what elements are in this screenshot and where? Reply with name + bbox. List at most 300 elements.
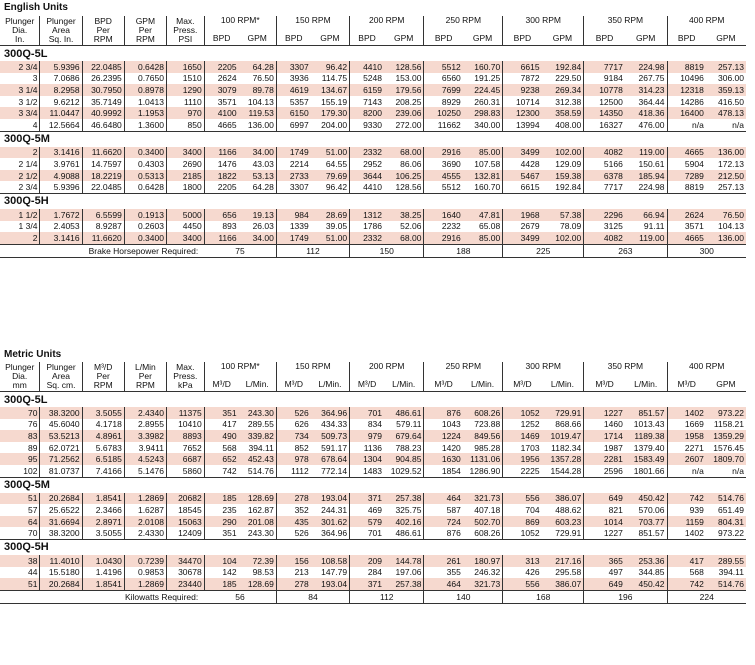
column-header-line: Plunger (46, 362, 76, 372)
table-cell: 5000 (166, 209, 204, 221)
footer-value: 75 (204, 244, 276, 257)
table-cell: 2281 (584, 453, 625, 465)
table-row (0, 527, 746, 539)
table-cell: 106.25 (384, 170, 424, 182)
table-cell: 298.83 (463, 107, 503, 119)
table-cell: 12409 (166, 527, 204, 539)
table-cell: 723.88 (463, 419, 503, 431)
unit-header: BPD (276, 31, 310, 46)
table-cell: 649 (584, 493, 625, 505)
table-cell: 108.58 (311, 555, 350, 567)
table-cell: 312.38 (542, 96, 584, 108)
table-cell: 1112 (291, 465, 309, 476)
table-row (0, 567, 746, 579)
table-cell: 6687 (166, 453, 204, 465)
table-cell: 51.00 (311, 147, 350, 159)
table-cell: 289.55 (706, 555, 746, 567)
rpm-header: 300 RPM (503, 16, 584, 31)
table-cell: 1460 (603, 419, 623, 430)
table-cell: 1166 (204, 147, 238, 159)
table-cell: 26.03 (239, 221, 277, 233)
table-cell: 1402 (684, 528, 704, 539)
table-cell: 469 (367, 504, 382, 515)
table-cell: 0.5313 (124, 170, 166, 182)
table-cell: 3571 (684, 221, 704, 232)
table-row (0, 209, 746, 221)
table-cell: 1476 (217, 158, 237, 169)
table-cell: 12.5664 (40, 119, 82, 131)
table-cell: 4665 (667, 147, 706, 159)
model-name: 300Q-5H (0, 193, 746, 209)
footer-value: 140 (424, 590, 503, 603)
table-cell: 20.2684 (40, 578, 82, 590)
table-cell: 76.50 (239, 73, 277, 85)
table-cell: 23440 (166, 578, 204, 590)
table-cell: 3936 (289, 73, 309, 84)
table-cell: 4410 (350, 61, 384, 73)
column-header-m3d_per_rpm (82, 362, 124, 392)
table-cell: 678.64 (311, 453, 350, 465)
table-cell: 0.6428 (124, 181, 166, 193)
table-cell: 4.5243 (124, 453, 166, 465)
table-cell: 6378 (584, 170, 625, 182)
table-row (0, 232, 746, 244)
table-cell: 260.31 (463, 96, 503, 108)
metric-units-table (0, 362, 746, 604)
table-cell: 185 (204, 578, 238, 590)
rpm-header: 200 RPM (350, 16, 424, 31)
table-cell: 5904 (684, 158, 704, 169)
table-cell: 114.75 (311, 73, 350, 85)
table-cell: 649 (584, 578, 625, 590)
table-cell: 156 (276, 555, 310, 567)
table-cell: 3307 (289, 182, 309, 193)
table-cell: 213 (294, 567, 309, 578)
table-cell: 364.96 (311, 527, 350, 539)
table-row (0, 170, 746, 182)
table-cell: 72.39 (239, 555, 277, 567)
table-cell: 1956 (503, 453, 542, 465)
table-cell: n/a (732, 119, 744, 130)
table-cell: 514.76 (706, 578, 746, 590)
table-cell: 355 (446, 567, 461, 578)
table-cell: 71.2562 (40, 453, 82, 465)
table-row (0, 96, 746, 108)
table-cell: 2332 (350, 147, 384, 159)
column-header-line: PSI (178, 34, 193, 44)
table-cell: 4.8961 (82, 430, 124, 442)
table-cell: 31.6694 (40, 516, 82, 528)
table-cell: 70 (0, 407, 40, 419)
table-cell: 5.6783 (82, 442, 124, 454)
model-name: 300Q-5L (0, 46, 746, 62)
table-cell: 6615 (520, 182, 540, 193)
table-row (0, 453, 746, 465)
model-name: 300Q-5M (0, 131, 746, 147)
table-cell: 371 (350, 493, 384, 505)
unit-header: GPM (463, 31, 503, 46)
table-cell: 5357 (289, 96, 309, 107)
table-cell: 1339 (289, 221, 309, 232)
table-cell: 9184 (603, 73, 623, 84)
table-cell: 1159 (667, 516, 706, 528)
table-cell: 364.44 (625, 96, 667, 108)
table-cell: 386.07 (542, 493, 584, 505)
table-cell: 3 3/4 (0, 107, 40, 119)
table-cell: 1029.52 (384, 465, 424, 477)
table-cell: 1510 (166, 73, 204, 85)
table-cell: 514.76 (239, 465, 277, 477)
table-cell: 47.81 (463, 209, 503, 221)
unit-header: GPM (706, 31, 746, 46)
column-header-line: In. (15, 34, 25, 44)
table-cell: 435 (276, 516, 310, 528)
table-cell: 179.56 (384, 84, 424, 96)
table-cell: 478.13 (706, 107, 746, 119)
table-cell: 64.28 (239, 61, 277, 73)
table-cell: 38 (0, 555, 40, 567)
table-cell: 272.00 (384, 119, 424, 131)
model-row (0, 131, 746, 147)
table-cell: 40.9992 (82, 107, 124, 119)
table-cell: 278 (276, 493, 310, 505)
table-cell: 1822 (204, 170, 238, 182)
rpm-header: 250 RPM (424, 16, 503, 31)
table-cell: 76.50 (706, 209, 746, 221)
table-cell: 7699 (424, 84, 463, 96)
column-header-plunger_dia (0, 362, 40, 392)
table-cell: 64.55 (311, 158, 350, 170)
table-cell: 7143 (363, 96, 382, 107)
table-cell: 497 (608, 567, 623, 578)
column-header-line: kPa (178, 380, 193, 390)
table-cell: 119.00 (625, 147, 667, 159)
table-cell: 107.58 (463, 158, 503, 170)
table-cell: 7.0686 (40, 73, 82, 85)
table-cell: 1182.34 (542, 442, 584, 454)
table-cell: 1809.70 (706, 453, 746, 465)
unit-header: L/Min. (542, 377, 584, 392)
column-header-line: Area (52, 371, 71, 381)
table-cell: 3.1416 (40, 232, 82, 244)
table-cell: 3.5055 (82, 527, 124, 539)
table-cell: 13994 (515, 119, 540, 130)
footer-value: 168 (503, 590, 584, 603)
rpm-header: 100 RPM* (204, 16, 276, 31)
table-cell: 2.8955 (124, 419, 166, 431)
table-cell: 45.6040 (40, 419, 82, 431)
table-cell: 20682 (166, 493, 204, 505)
table-row (0, 578, 746, 590)
table-cell: 1 3/4 (0, 221, 40, 233)
column-header-line: Sq. cm. (46, 380, 76, 390)
table-cell: 514.76 (706, 493, 746, 505)
unit-header: GPM (239, 31, 277, 46)
header-row-rpm (0, 16, 746, 31)
table-row (0, 221, 746, 233)
table-cell: 1110 (166, 96, 204, 108)
table-cell: 2.4340 (124, 407, 166, 419)
table-cell: 804.31 (706, 516, 746, 528)
table-cell: 284 (367, 567, 382, 578)
table-cell: 1227 (603, 528, 623, 539)
table-cell: 579.11 (384, 419, 424, 431)
column-header-line: Per (96, 371, 110, 381)
table-cell: 591.17 (311, 442, 350, 454)
unit-header: M³/D (503, 377, 542, 392)
table-cell: 12500 (599, 96, 623, 107)
table-cell: 2185 (166, 170, 204, 182)
table-cell: 351 (222, 528, 237, 539)
footer-row (0, 590, 746, 603)
table-cell: 742 (667, 493, 706, 505)
table-cell: 1252 (520, 419, 540, 430)
table-cell: 526 (276, 407, 310, 419)
table-cell: 96.42 (311, 61, 350, 73)
table-cell: 3 1/4 (0, 84, 40, 96)
table-cell: 6150 (276, 107, 310, 119)
table-cell: 1.8541 (82, 578, 124, 590)
table-cell: 1640 (424, 209, 463, 221)
table-cell: 1290 (166, 84, 204, 96)
table-cell: 1312 (350, 209, 384, 221)
table-cell: 5.1476 (124, 465, 166, 477)
rpm-header: 100 RPM* (204, 362, 276, 377)
table-cell: 193.04 (311, 493, 350, 505)
rpm-header: 200 RPM (350, 362, 424, 377)
table-row (0, 419, 746, 431)
table-cell: 185.94 (625, 170, 667, 182)
footer-value: 225 (503, 244, 584, 257)
table-cell: 102.00 (542, 232, 584, 244)
table-cell: 128.56 (384, 181, 424, 193)
unit-header: BPD (424, 31, 463, 46)
table-cell: 79.69 (311, 170, 350, 182)
table-cell: 150.61 (625, 158, 667, 170)
table-cell: 502.70 (463, 516, 503, 528)
table-cell: 4619 (276, 84, 310, 96)
table-cell: 408.00 (542, 119, 584, 131)
table-cell: 6615 (503, 61, 542, 73)
table-cell: 734 (276, 430, 310, 442)
table-cell: 155.19 (311, 96, 350, 108)
footer-value: 188 (424, 244, 503, 257)
table-row (0, 158, 746, 170)
header-row-rpm (0, 362, 746, 377)
table-cell: 96.42 (311, 181, 350, 193)
table-cell: 1420 (441, 442, 461, 453)
table-cell: 2 (0, 232, 40, 244)
table-cell: 261 (424, 555, 463, 567)
table-cell: 20.2684 (40, 493, 82, 505)
table-cell: 1 1/2 (0, 209, 40, 221)
table-cell: 38.3200 (40, 527, 82, 539)
column-header-line: RPM (93, 34, 113, 44)
table-cell: 102.00 (542, 147, 584, 159)
table-cell: 1749 (276, 147, 310, 159)
table-cell: 476.00 (625, 119, 667, 131)
column-header-line: RPM (93, 380, 113, 390)
table-cell: 849.56 (463, 430, 503, 442)
table-cell: 416.50 (718, 96, 744, 107)
table-cell: 193.04 (311, 578, 350, 590)
english-units-title: English Units (4, 2, 68, 13)
column-header-line: GPM (135, 16, 156, 26)
table-row (0, 147, 746, 159)
table-cell: 852 (294, 442, 309, 453)
table-cell: 209 (350, 555, 384, 567)
footer-value: 224 (667, 590, 746, 603)
table-cell: 417 (667, 555, 706, 567)
table-cell: 1.4196 (82, 567, 124, 579)
table-cell: 570.06 (625, 504, 667, 516)
table-cell: 4665 (217, 119, 237, 130)
footer-label: Brake Horsepower Required: (0, 244, 204, 257)
table-cell: 11.0447 (40, 107, 82, 119)
table-cell: 64 (0, 516, 40, 528)
table-cell: 7872 (520, 73, 540, 84)
table-cell: 2690 (166, 158, 204, 170)
table-cell: 7.4166 (82, 465, 124, 477)
table-cell: 278 (276, 578, 310, 590)
table-cell: 1801.66 (625, 465, 667, 477)
table-cell: 147.79 (311, 567, 350, 579)
table-cell: 3.1416 (40, 147, 82, 159)
unit-header: BPD (350, 31, 384, 46)
column-header-line: Press. (173, 25, 198, 35)
table-cell: 893 (222, 221, 237, 232)
table-cell: 2205 (217, 182, 237, 193)
column-header-line: Sq. In. (48, 34, 74, 44)
table-cell: 978 (276, 453, 310, 465)
table-cell: 212.50 (706, 170, 746, 182)
table-cell: 253.36 (625, 555, 667, 567)
column-header-lmin_per_rpm (124, 362, 166, 392)
table-cell: 2271 (684, 442, 704, 453)
table-cell: 30.7950 (82, 84, 124, 96)
unit-header: BPD (667, 31, 706, 46)
table-cell: 3571 (217, 96, 237, 107)
footer-value: 196 (584, 590, 667, 603)
table-cell: 11.6620 (82, 147, 124, 159)
table-cell: 243.30 (239, 407, 277, 419)
table-cell: 224.45 (463, 84, 503, 96)
table-row (0, 516, 746, 528)
table-cell: n/a (732, 465, 744, 476)
unit-header: M³/D (204, 377, 238, 392)
table-cell: 34.00 (239, 232, 277, 244)
footer-value: 112 (350, 590, 424, 603)
table-cell: 1.7672 (40, 209, 82, 221)
model-name: 300Q-5L (0, 392, 746, 408)
table-cell: 608.26 (463, 527, 503, 539)
table-cell: 128.56 (384, 61, 424, 73)
table-cell: 1669 (684, 419, 704, 430)
table-cell: 7652 (166, 442, 204, 454)
table-cell: 9238 (503, 84, 542, 96)
footer-value: 112 (276, 244, 349, 257)
table-cell: 104.13 (718, 221, 744, 232)
unit-header: L/Min. (463, 377, 503, 392)
table-cell: 10714 (515, 96, 540, 107)
column-header-line: Per (138, 371, 152, 381)
column-header-line: Dia. (12, 25, 28, 35)
table-cell: 2679 (520, 221, 540, 232)
table-cell: 2332 (350, 232, 384, 244)
table-cell: 703.77 (625, 516, 667, 528)
rpm-header: 150 RPM (276, 362, 349, 377)
table-row (0, 73, 746, 85)
table-row (0, 504, 746, 516)
table-cell: 162.87 (239, 504, 277, 516)
table-cell: 5.9396 (40, 181, 82, 193)
table-cell: 1224 (424, 430, 463, 442)
table-cell: 1357.28 (542, 453, 584, 465)
table-cell: 626 (294, 419, 309, 430)
table-cell: 3307 (276, 61, 310, 73)
table-cell: 351 (204, 407, 238, 419)
unit-header: GPM (384, 31, 424, 46)
table-cell: 358.59 (542, 107, 584, 119)
table-cell: 3.9411 (124, 442, 166, 454)
table-cell: 869 (503, 516, 542, 528)
table-cell: 257.38 (384, 493, 424, 505)
column-header-bpd_per_rpm (82, 16, 124, 46)
table-cell: 153.00 (384, 73, 424, 85)
table-cell: 11375 (166, 407, 204, 419)
table-cell: 3.5055 (82, 407, 124, 419)
table-cell: 1483 (363, 465, 382, 476)
column-header-plunger_area (40, 16, 82, 46)
table-cell: 679.64 (384, 430, 424, 442)
table-cell: 603.23 (542, 516, 584, 528)
table-cell: 464 (424, 493, 463, 505)
table-cell: 5248 (363, 73, 382, 84)
column-header-line: Plunger (5, 362, 35, 372)
table-row (0, 61, 746, 73)
table-cell: 2205 (204, 61, 238, 73)
table-cell: 16400 (667, 107, 706, 119)
column-header-line: RPM (135, 380, 155, 390)
table-cell: 3.3982 (124, 430, 166, 442)
table-cell: 876 (446, 528, 461, 539)
table-cell: 257.13 (718, 182, 744, 193)
table-cell: 172.13 (718, 158, 744, 169)
table-cell: 128.69 (239, 493, 277, 505)
rpm-header: 350 RPM (584, 362, 667, 377)
table-cell: 89 (0, 442, 40, 454)
table-cell: 970 (166, 107, 204, 119)
table-cell: 701 (350, 407, 384, 419)
table-cell: 2607 (667, 453, 706, 465)
table-cell: 95 (0, 453, 40, 465)
unit-header: M³/D (424, 377, 463, 392)
table-cell: 81.0737 (40, 465, 82, 477)
table-cell: 4.9088 (40, 170, 82, 182)
table-row (0, 84, 746, 96)
footer-value: 263 (584, 244, 667, 257)
table-cell: 1013.43 (625, 419, 667, 431)
table-cell: 3499 (503, 147, 542, 159)
table-cell: 2.4053 (40, 221, 82, 233)
table-cell: 15.5180 (40, 567, 82, 579)
rpm-header: 350 RPM (584, 16, 667, 31)
table-cell: 119.00 (625, 232, 667, 244)
unit-header: GPM (311, 31, 350, 46)
table-cell: 851.57 (625, 407, 667, 419)
table-cell: 729.91 (542, 527, 584, 539)
table-cell: 4.1718 (82, 419, 124, 431)
